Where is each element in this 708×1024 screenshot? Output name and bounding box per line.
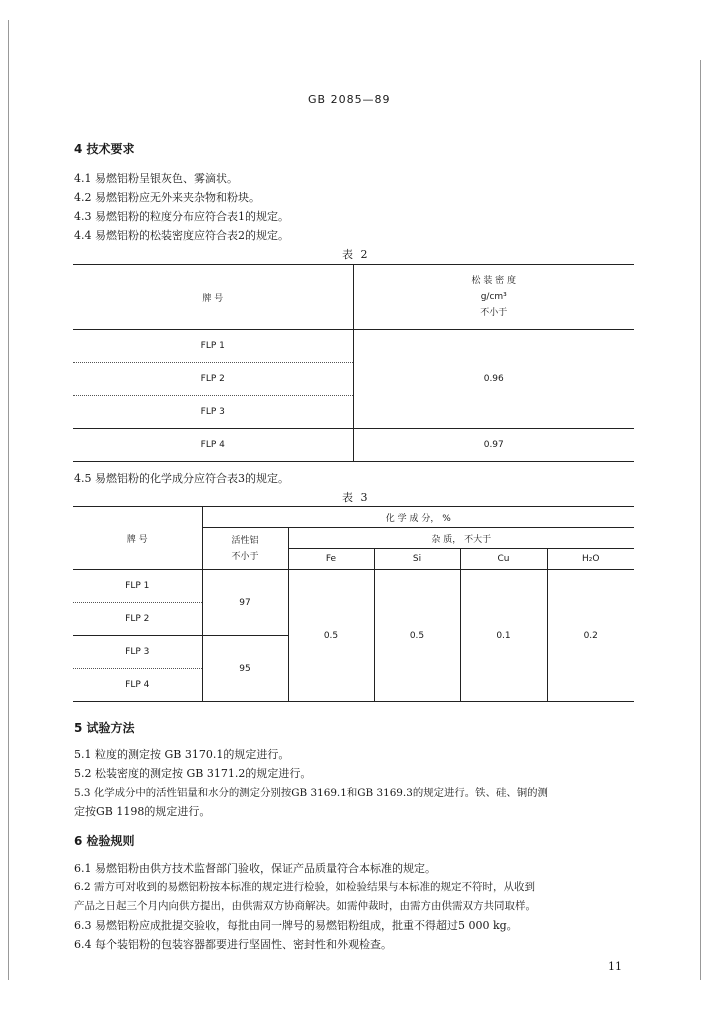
section-5-title: 5 试验方法 bbox=[74, 721, 135, 735]
table-2-grade-cell: FLP 1 bbox=[73, 330, 353, 363]
table-row bbox=[73, 330, 634, 363]
table-row bbox=[73, 429, 634, 462]
table-3-active-al-cell: 97 bbox=[202, 570, 288, 636]
table-2-grade-cell: FLP 4 bbox=[73, 429, 353, 462]
table-3-cu-cell: 0.1 bbox=[460, 570, 547, 702]
section-4-title: 4 技术要求 bbox=[74, 142, 135, 156]
table-row bbox=[73, 570, 634, 603]
page-header: GB 2085—89 bbox=[308, 93, 391, 106]
item-4-5: 4.5 易燃铝粉的化学成分应符合表3的规定。 bbox=[74, 472, 289, 485]
item-6-3: 6.3 易燃铝粉应成批提交验收，每批由同一牌号的易燃铝粉组成，批重不得超过5 000 kg。 bbox=[74, 919, 518, 932]
scan-edge-line bbox=[700, 60, 701, 980]
table-2-density-cell: 0.97 bbox=[483, 440, 504, 450]
table-3-active-al-cell: 95 bbox=[202, 636, 288, 702]
table-3-header-cu: Cu bbox=[460, 549, 547, 570]
table-3-header-impurity: 杂 质， 不大于 bbox=[288, 528, 634, 549]
table-2-header-min: 不小于 bbox=[480, 308, 508, 318]
table-2-grade-cell: FLP 2 bbox=[73, 363, 353, 396]
table-3-h2o-cell: 0.2 bbox=[583, 630, 598, 641]
item-4-2: 4.2 易燃铝粉应无外来夹杂物和粉块。 bbox=[74, 191, 260, 204]
item-6-1: 6.1 易燃铝粉由供方技术监督部门验收，保证产品质量符合本标准的规定。 bbox=[74, 862, 436, 875]
table-3-grade-cell: FLP 1 bbox=[73, 570, 202, 603]
table-3-header-si: Si bbox=[374, 549, 460, 570]
table-3 bbox=[73, 506, 634, 702]
table-3-header-composition: 化 学 成 分， % bbox=[202, 507, 634, 528]
scan-edge-line bbox=[8, 20, 9, 980]
table-3-fe-cell: 0.5 bbox=[288, 570, 374, 702]
table-3-header-active-al bbox=[202, 528, 288, 570]
item-6-4: 6.4 每个装铝粉的包装容器都要进行坚固性、密封性和外观检查。 bbox=[74, 938, 392, 951]
section-6-title: 6 检验规则 bbox=[74, 834, 135, 848]
item-5-1: 5.1 粒度的测定按 GB 3170.1的规定进行。 bbox=[74, 748, 290, 761]
item-5-3-line-2: 定按GB 1198的规定进行。 bbox=[74, 805, 211, 818]
table-3-header-grade-text: 牌 号 bbox=[126, 534, 148, 545]
page-number: 11 bbox=[608, 960, 622, 973]
item-4-4: 4.4 易燃铝粉的松装密度应符合表2的规定。 bbox=[74, 229, 289, 242]
table-2-header-density-label: 松 装 密 度 bbox=[471, 276, 517, 286]
item-5-3-line-1: 5.3 化学成分中的活性铝量和水分的测定分别按GB 3169.1和GB 3169.3的规定进行。铁、硅、铜的测 bbox=[74, 787, 548, 799]
table-3-grade-cell: FLP 4 bbox=[73, 669, 202, 702]
table-3-si-cell: 0.5 bbox=[374, 570, 460, 702]
table-3-grade-cell: FLP 2 bbox=[73, 603, 202, 636]
table-3-grade-cell: FLP 3 bbox=[73, 636, 202, 669]
table-2-density-cell: 0.96 bbox=[353, 330, 634, 429]
table-2 bbox=[73, 264, 634, 462]
item-4-3: 4.3 易燃铝粉的粒度分布应符合表1的规定。 bbox=[74, 210, 289, 223]
table-2-header-density bbox=[353, 265, 634, 330]
table-3-header-active-al-min: 不小于 bbox=[231, 551, 259, 562]
table-2-caption: 表 2 bbox=[342, 248, 370, 261]
item-5-2: 5.2 松装密度的测定按 GB 3171.2的规定进行。 bbox=[74, 767, 312, 780]
table-3-caption: 表 3 bbox=[342, 491, 370, 504]
table-2-header-grade-text: 牌 号 bbox=[202, 293, 224, 304]
table-3-header-h2o: H₂O bbox=[547, 549, 634, 570]
table-3-header-active-al-label: 活性铝 bbox=[231, 535, 259, 546]
table-3-header-grade bbox=[73, 507, 202, 570]
table-2-grade-cell: FLP 3 bbox=[73, 396, 353, 429]
table-2-header-grade bbox=[73, 265, 353, 330]
item-4-1: 4.1 易燃铝粉呈银灰色、雾滴状。 bbox=[74, 172, 238, 185]
item-6-2-line-1: 6.2 需方可对收到的易燃铝粉按本标准的规定进行检验，如检验结果与本标准的规定不符时，从收到 bbox=[74, 881, 536, 893]
table-3-header-fe: Fe bbox=[288, 549, 374, 570]
item-6-2-line-2: 产品之日起三个月内向供方提出，由供需双方协商解决。如需仲裁时，由需方由供需双方共同取样。 bbox=[74, 900, 536, 912]
table-2-header-unit: g/cm³ bbox=[480, 292, 507, 302]
